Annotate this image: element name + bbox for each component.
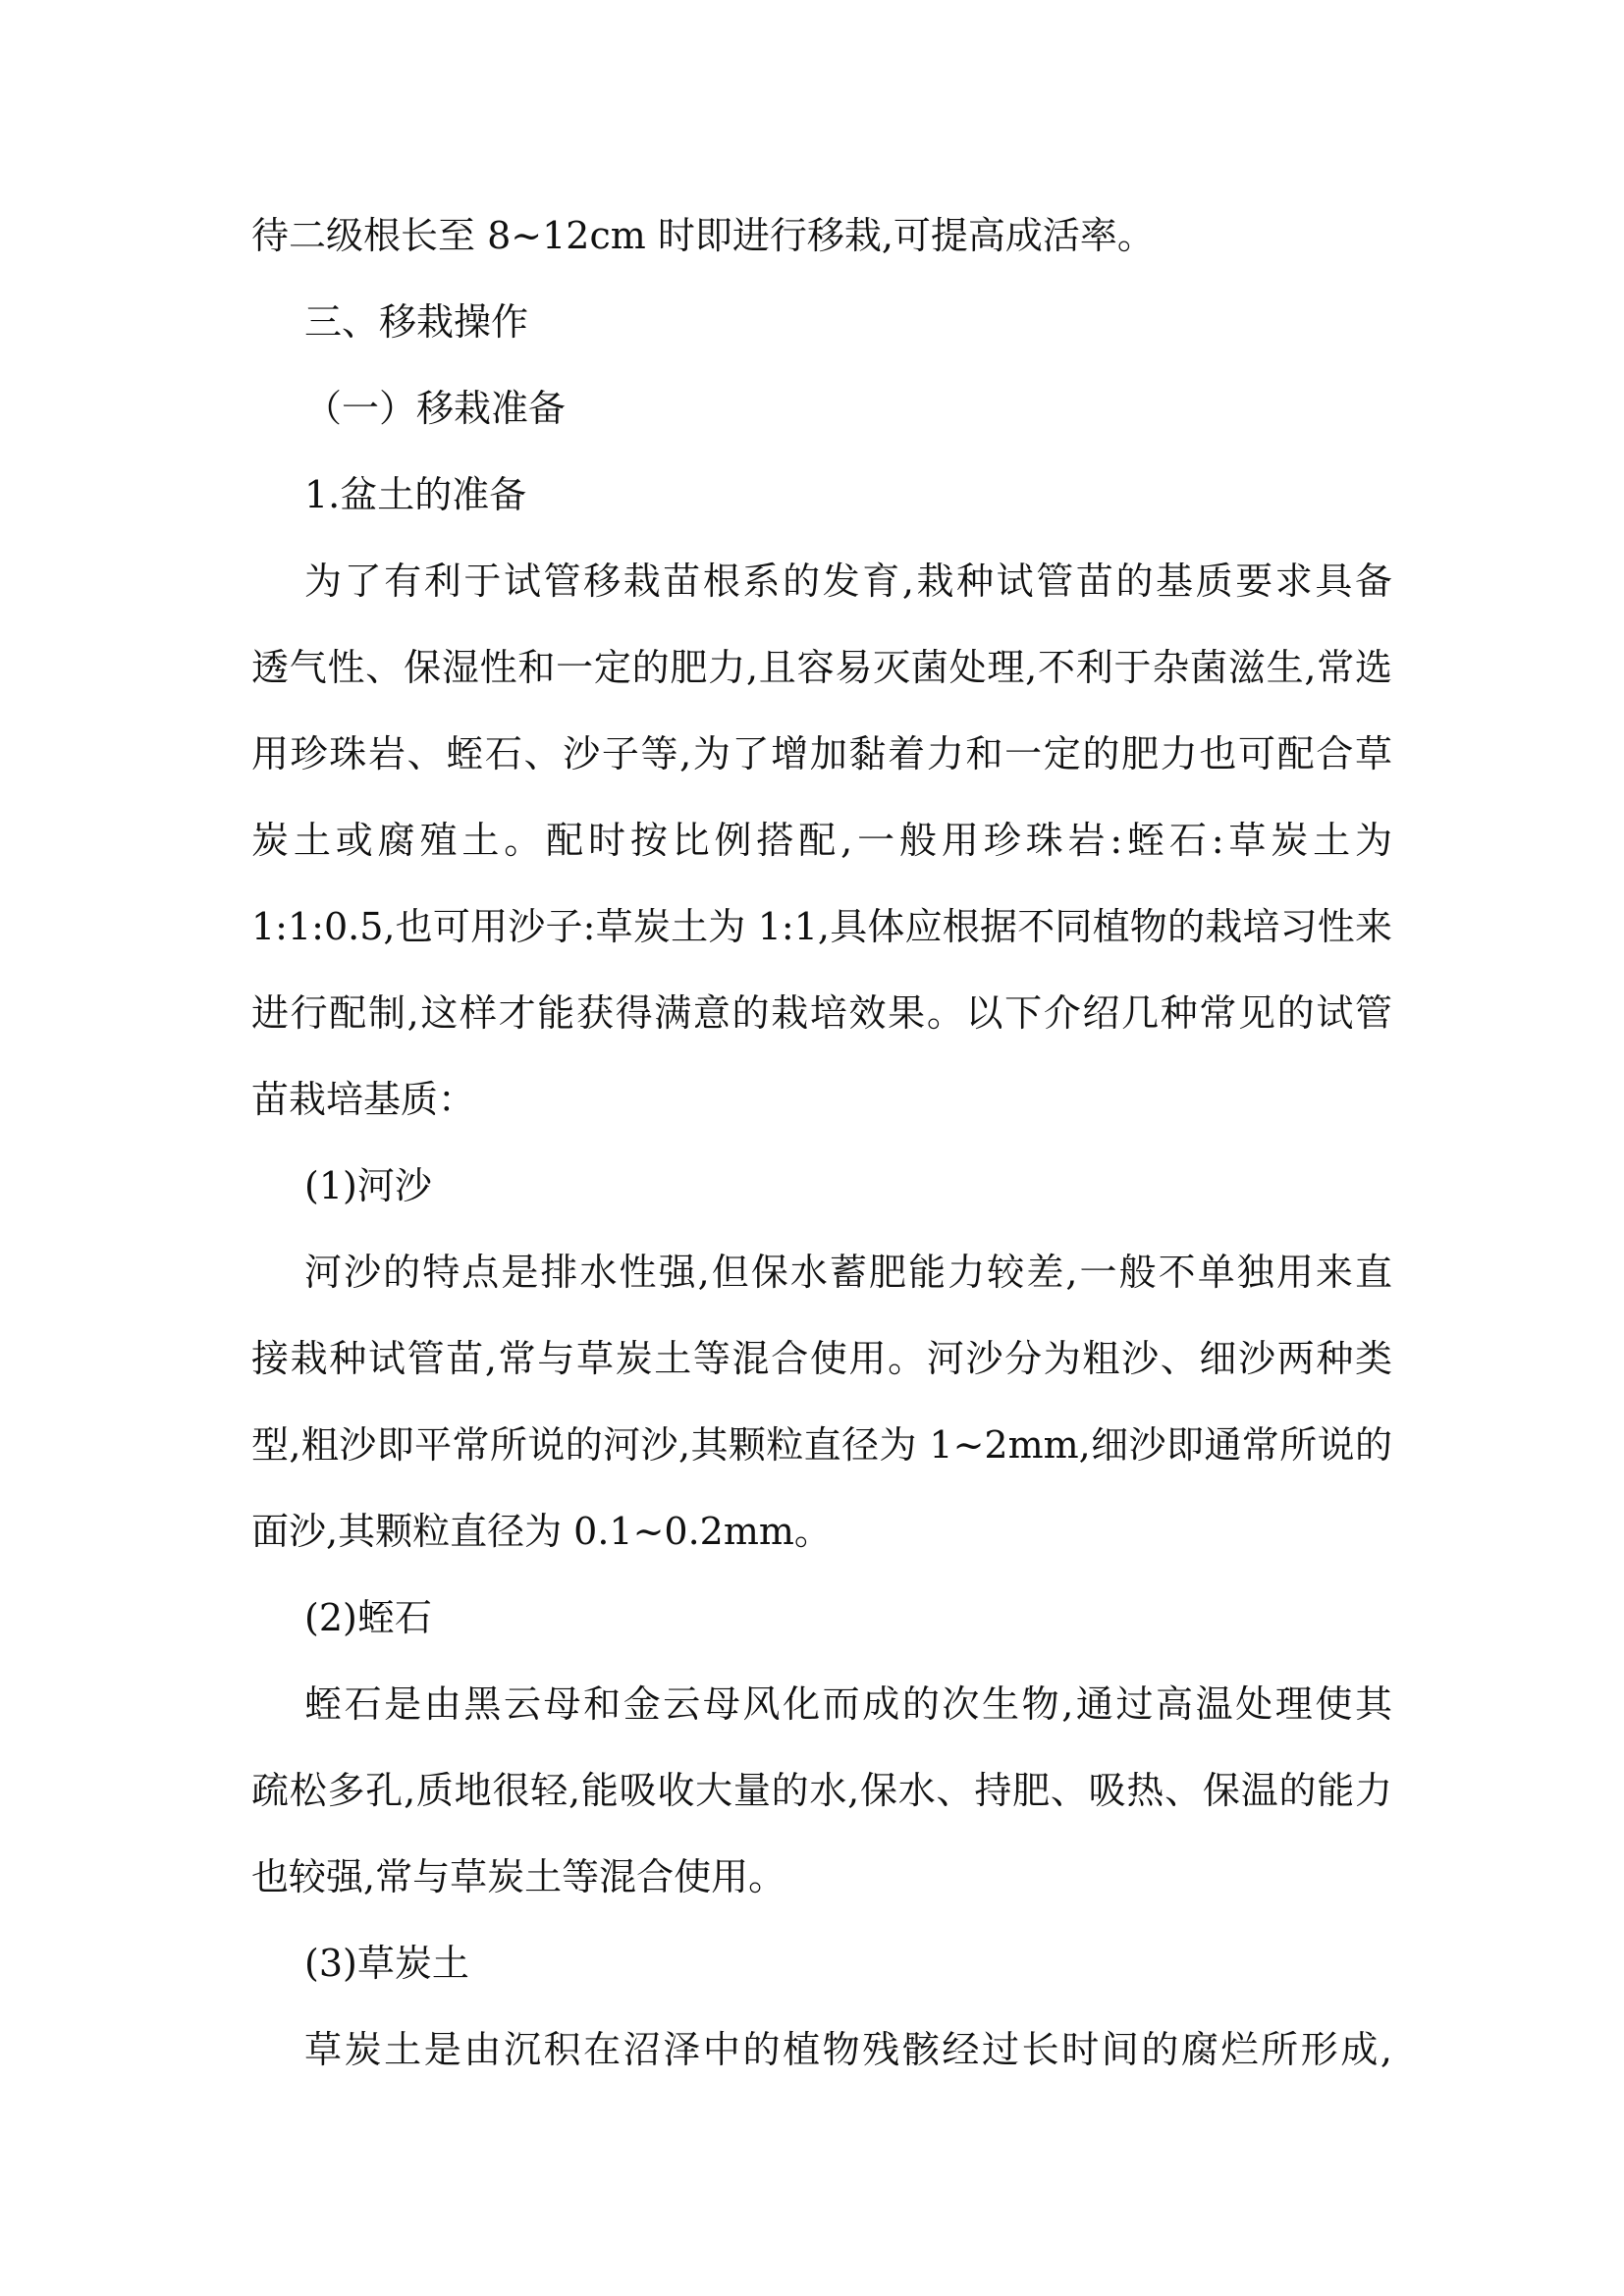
paragraph-line: 炭土或腐殖土。配时按比例搭配,一般用珍珠岩:蛭石:草炭土为 <box>251 819 1392 862</box>
item-heading: (3)草炭土 <box>304 1942 469 1985</box>
paragraph-line: 型,粗沙即平常所说的河沙,其颗粒直径为 1~2mm,细沙即通常所说的 <box>251 1423 1392 1467</box>
subsection-heading: （一）移栽准备 <box>304 387 567 430</box>
item-heading: (1)河沙 <box>304 1164 432 1207</box>
section-heading: 三、移栽操作 <box>304 300 529 344</box>
document-page <box>251 192 1392 2093</box>
paragraph-line: 为了有利于试管移栽苗根系的发育,栽种试管苗的基质要求具备 <box>304 560 1392 603</box>
paragraph-line: 蛭石是由黑云母和金云母风化而成的次生物,通过高温处理使其 <box>304 1682 1392 1726</box>
paragraph-line: 待二级根长至 8~12cm 时即进行移栽,可提高成活率。 <box>251 214 1155 257</box>
paragraph-line: 进行配制,这样才能获得满意的栽培效果。以下介绍几种常见的试管 <box>251 991 1392 1035</box>
paragraph-line: 也较强,常与草炭土等混合使用。 <box>251 1855 786 1898</box>
paragraph-line: 河沙的特点是排水性强,但保水蓄肥能力较差,一般不单独用来直 <box>304 1251 1392 1294</box>
paragraph-line: 苗栽培基质： <box>251 1078 476 1121</box>
paragraph-line: 疏松多孔,质地很轻,能吸收大量的水,保水、持肥、吸热、保温的能力 <box>251 1769 1392 1812</box>
paragraph-line: 草炭土是由沉积在沼泽中的植物残骸经过长时间的腐烂所形成, <box>304 2028 1392 2071</box>
item-heading: (2)蛭石 <box>304 1596 432 1639</box>
paragraph-line: 接栽种试管苗,常与草炭土等混合使用。河沙分为粗沙、细沙两种类 <box>251 1337 1392 1380</box>
paragraph-line: 1:1:0.5,也可用沙子:草炭土为 1:1,具体应根据不同植物的栽培习性来 <box>251 905 1392 948</box>
paragraph-line: 面沙,其颗粒直径为 0.1~0.2mm。 <box>251 1510 832 1553</box>
paragraph-line: 用珍珠岩、蛭石、沙子等,为了增加黏着力和一定的肥力也可配合草 <box>251 732 1392 775</box>
paragraph-line: 透气性、保湿性和一定的肥力,且容易灭菌处理,不利于杂菌滋生,常选 <box>251 646 1392 689</box>
item-heading: 1.盆土的准备 <box>304 473 527 516</box>
